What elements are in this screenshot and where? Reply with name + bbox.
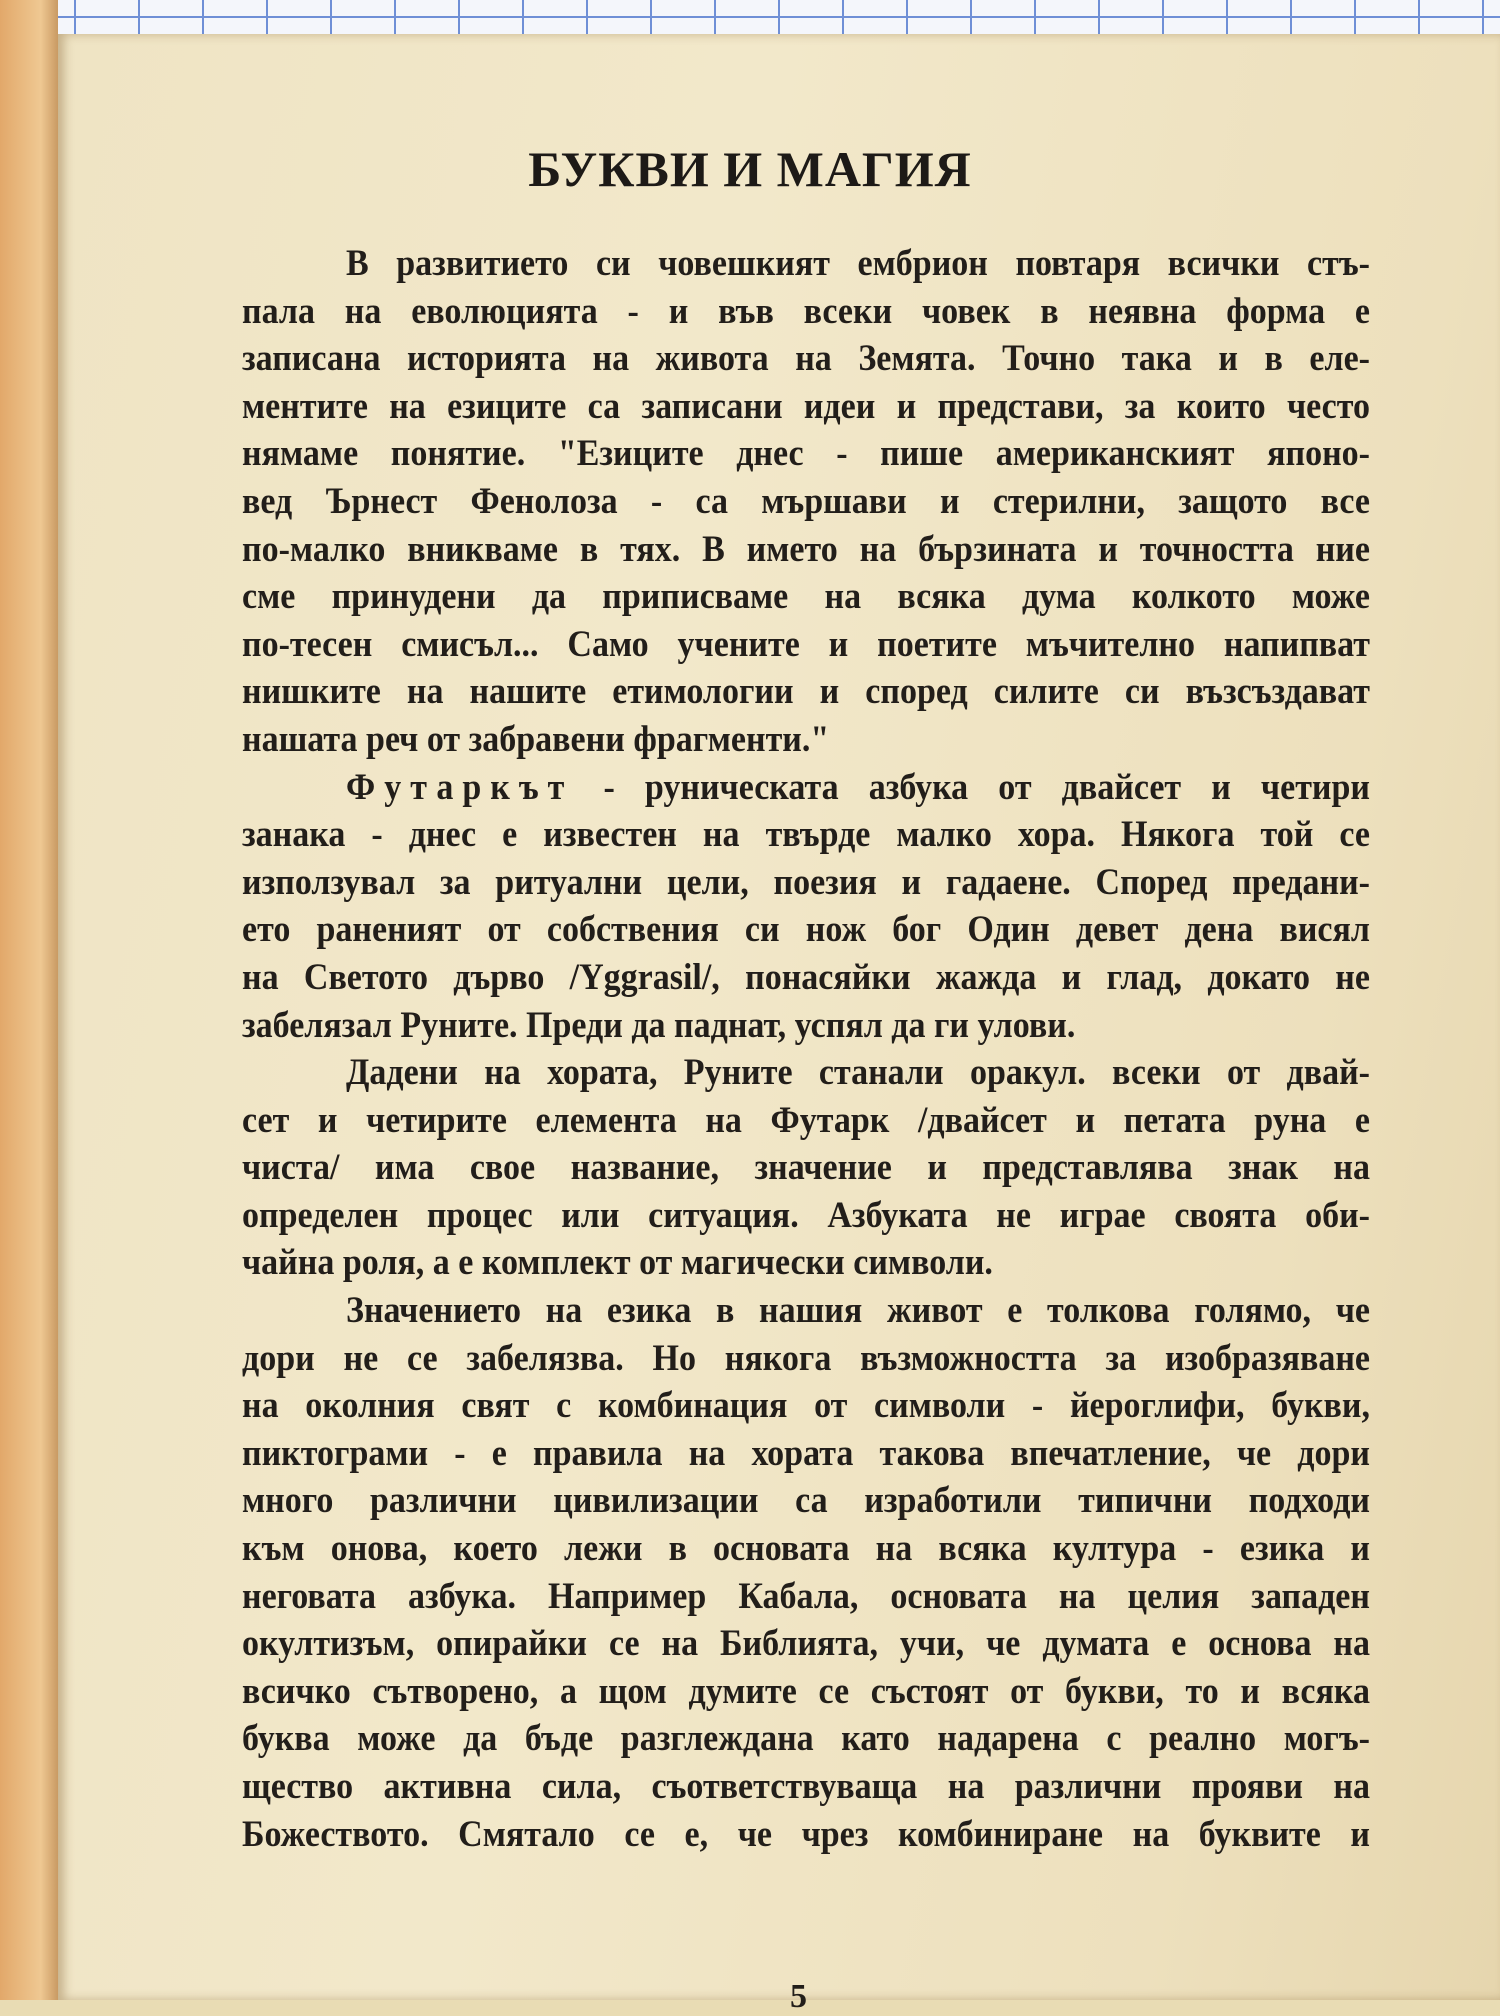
line-text: Значението на езика в нашия живот е толкова голямо, че [346, 1290, 1370, 1331]
line-text: занака - днес е известен на твърде малко хора. Някога той се [242, 814, 1370, 855]
line-text: Божеството. Смятало се е, че чрез комбиниране на буквите и [242, 1814, 1370, 1855]
line-text: много различни цивилизации са изработили типични подходи [242, 1480, 1370, 1521]
text-line [242, 428, 1370, 479]
text-line [242, 1380, 1370, 1431]
line-text: по-тесен смисъл... Само учените и поетите мъчително напипват [242, 624, 1370, 665]
line-text: дори не се забелязва. Но някога възможността за изобразяване [242, 1338, 1370, 1379]
page-number: 5 [790, 1978, 807, 2015]
text-line [242, 476, 1370, 527]
text-line [242, 1047, 1370, 1098]
line-text: вед Ърнест Фенолоза - са мършави и стерилни, защото все [242, 481, 1370, 522]
text-line [242, 381, 1370, 432]
text-line [242, 1476, 1370, 1527]
emphasized-word: Футаркът [346, 767, 574, 807]
line-text: записана историята на живота на Земята. Точно така и в еле- [242, 338, 1370, 379]
body-text [242, 240, 1370, 1858]
line-text: ментите на езиците са записани идеи и представи, за които често [242, 386, 1370, 427]
text-line [242, 952, 1370, 1003]
line-text: пала на еволюцията - и във всеки човек в неявна форма е [242, 291, 1370, 332]
text-line [242, 762, 1370, 813]
line-text: на околния свят с комбинация от символи - йероглифи, букви, [242, 1385, 1370, 1426]
line-text: - руническата азбука от двайсет и четири [573, 767, 1370, 807]
line-text: използувал за ритуални цели, поезия и гадаене. Според предани- [242, 862, 1370, 903]
text-line [242, 286, 1370, 337]
text-line [242, 333, 1370, 384]
line-text: определен процес или ситуация. Азбуката не играе своята оби- [242, 1195, 1370, 1236]
text-line [242, 1333, 1370, 1384]
line-text: пиктограми - е правила на хората такова впечатление, че дори [242, 1433, 1370, 1474]
text-line [242, 524, 1370, 575]
text-line [242, 714, 1370, 765]
line-text: В развитието си човешкият ембрион повтаря всички стъ- [346, 243, 1370, 284]
line-text: на Светото дърво /Yggrasil/, понасяйки жажда и глад, докато не [242, 957, 1370, 998]
text-line [242, 1095, 1370, 1146]
line-text: сет и четирите елемента на Футарк /двайсет и петата руна е [242, 1100, 1370, 1141]
line-text: буква може да бъде разглеждана като надарена с реално могъ- [242, 1718, 1370, 1759]
text-line [242, 1571, 1370, 1622]
line-text: чиста/ има свое название, значение и представлява знак на [242, 1147, 1370, 1188]
text-line [242, 1761, 1370, 1812]
text-line [242, 1142, 1370, 1193]
line-text: по-малко вникваме в тях. В името на бързината и точността ние [242, 529, 1370, 570]
line-text: към онова, което лежи в основата на всяка култура - езика и [242, 1528, 1370, 1569]
line-text: неговата азбука. Например Кабала, основата на целия западен [242, 1576, 1370, 1617]
page-edge [0, 0, 58, 2000]
text-line [242, 1809, 1370, 1860]
text-line [242, 1285, 1370, 1336]
text-line [242, 1428, 1370, 1479]
text-line [242, 619, 1370, 670]
line-text: нишките на нашите етимологии и според силите си възсъздават [242, 671, 1370, 712]
text-line [242, 904, 1370, 955]
text-line [242, 1666, 1370, 1717]
text-line [242, 1000, 1370, 1051]
page-title: БУКВИ И МАГИЯ [528, 141, 972, 197]
text-line [242, 666, 1370, 717]
text-line [242, 1238, 1370, 1289]
line-text: щество активна сила, съответствуваща на различни прояви на [242, 1766, 1370, 1807]
text-line [242, 1618, 1370, 1669]
line-text: чайна роля, а е комплект от магически символи. [242, 1242, 993, 1283]
line-text: всичко сътворено, а щом думите се състоят от букви, то и всяка [242, 1671, 1370, 1712]
text-line [242, 1190, 1370, 1241]
line-text: ето раненият от собствения си нож бог Один девет дена висял [242, 909, 1370, 950]
line-text: нямаме понятие. "Езиците днес - пише американският японо- [242, 433, 1370, 474]
text-line [242, 857, 1370, 908]
line-text: нашата реч от забравени фрагменти." [242, 719, 830, 760]
line-text: Дадени на хората, Руните станали оракул. всеки от двай- [346, 1052, 1370, 1093]
text-line [242, 809, 1370, 860]
text-line [242, 571, 1370, 622]
text-line [242, 238, 1370, 289]
text-line [242, 1714, 1370, 1765]
text-line [242, 1523, 1370, 1574]
line-text: сме принудени да приписваме на всяка дума колкото може [242, 576, 1370, 617]
line-text: забелязал Руните. Преди да паднат, успял да ги улови. [242, 1004, 1076, 1045]
line-text: окултизъм, опирайки се на Библията, учи, че думата е основа на [242, 1623, 1370, 1664]
